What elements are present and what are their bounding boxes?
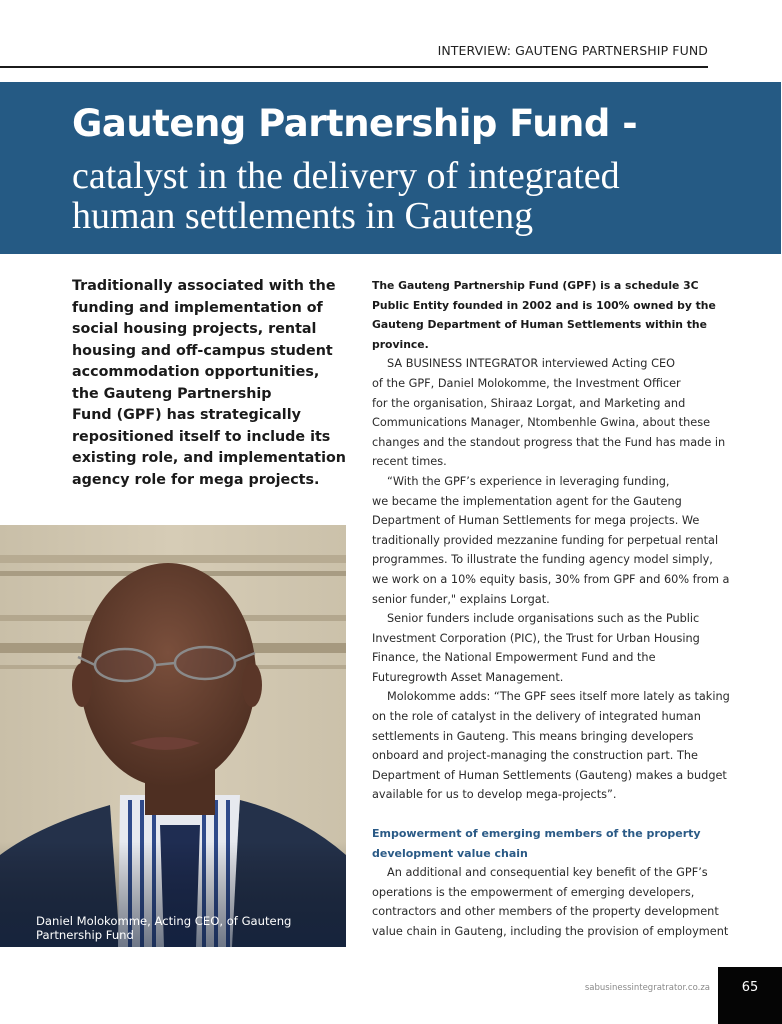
text-line: changes and the standout progress that the Fund has made in	[372, 435, 726, 449]
text-line: settlements in Gauteng. This means bringing developers	[372, 729, 694, 743]
intro-standfirst	[72, 276, 346, 491]
subtitle-line: human settlements in Gauteng	[72, 195, 534, 237]
text-line: Senior funders include organisations such as the Public	[387, 612, 700, 626]
intro-line: social housing projects, rental	[72, 321, 317, 337]
text-line: traditionally provided mezzanine funding for perpetual rental	[372, 533, 719, 547]
paragraph	[372, 354, 726, 472]
intro-line: Traditionally associated with the	[72, 278, 336, 294]
intro-line: funding and implementation of	[72, 299, 323, 316]
page-number: 65	[741, 980, 759, 995]
article-body	[372, 276, 730, 942]
paragraph	[372, 863, 729, 941]
text-line: Department of Human Settlements (Gauteng) makes a budget	[372, 768, 727, 782]
text-line: available for us to develop mega-projects”.	[372, 788, 617, 802]
intro-line: agency role for mega projects.	[72, 471, 320, 488]
intro-line: accommodation opportunities,	[72, 364, 320, 380]
text-line: Finance, the National Empowerment Fund and the	[372, 651, 656, 665]
article-title: Gauteng Partnership Fund -	[72, 102, 638, 145]
text-line: on the role of catalyst in the delivery of integrated human	[372, 710, 701, 724]
intro-line: the Gauteng Partnership	[72, 385, 272, 402]
text-line: province.	[372, 337, 429, 351]
text-line: Investment Corporation (PIC), the Trust for Urban Housing	[372, 631, 700, 645]
section-subheading	[372, 824, 717, 863]
intro-line: repositioned itself to include its	[72, 428, 331, 445]
text-line: Department of Human Settlements for mega projects. We	[372, 514, 700, 528]
text-line: contractors and other members of the property development	[372, 905, 719, 919]
text-line: Molokomme adds: “The GPF sees itself more lately as taking	[387, 690, 730, 704]
text-line: Public Entity founded in 2002 and is 100% owned by the	[372, 298, 716, 312]
text-line: operations is the empowerment of emerging developers,	[372, 885, 695, 899]
paragraph	[372, 687, 730, 805]
text-line: programmes. To illustrate the funding agency model simply,	[372, 553, 713, 567]
text-line: of the GPF, Daniel Molokomme, the Investment Officer	[372, 376, 681, 390]
text-line: The Gauteng Partnership Fund (GPF) is a schedule 3C	[372, 279, 699, 292]
text-line: SA BUSINESS INTEGRATOR interviewed Acting CEO	[387, 357, 675, 371]
article-subtitle	[72, 156, 620, 236]
text-line: senior funder," explains Lorgat.	[372, 592, 550, 606]
text-line: “With the GPF’s experience in leveraging funding,	[387, 474, 670, 488]
text-line: recent times.	[372, 455, 447, 469]
portrait-photo	[0, 525, 346, 947]
subtitle-line: catalyst in the delivery of integrated	[72, 155, 620, 197]
paragraph	[372, 609, 717, 687]
text-line: Gauteng Department of Human Settlements within the	[372, 318, 707, 332]
text-line: for the organisation, Shiraaz Lorgat, and Marketing and	[372, 396, 686, 410]
text-line: Communications Manager, Ntombenhle Gwina, about these	[372, 416, 711, 430]
text-line: we work on a 10% equity basis, 30% from GPF and 60% from a	[372, 572, 730, 586]
paragraph	[372, 472, 730, 609]
intro-line: existing role, and implementation	[72, 450, 346, 466]
text-line: An additional and consequential key benefit of the GPF’s	[387, 866, 708, 880]
portrait-illustration	[0, 525, 346, 947]
subheading-line: development value chain	[372, 846, 528, 860]
intro-line: Fund (GPF) has strategically	[72, 407, 301, 423]
header-rule	[0, 66, 708, 68]
running-head: INTERVIEW: GAUTENG PARTNERSHIP FUND	[437, 43, 708, 58]
subheading-line: Empowerment of emerging members of the property	[372, 827, 701, 841]
text-line: onboard and project-managing the construction part. The	[372, 749, 698, 763]
text-line: value chain in Gauteng, including the provision of employment	[372, 925, 729, 938]
footer-url: sabusinessintegratrator.co.za	[584, 983, 710, 993]
page-number-box	[718, 967, 782, 1024]
caption-line: Daniel Molokomme, Acting CEO, of Gauteng	[36, 914, 292, 928]
photo-caption	[36, 914, 336, 942]
lead-paragraph	[372, 276, 717, 354]
text-line: we became the implementation agent for the Gauteng	[372, 494, 682, 508]
title-banner	[0, 82, 781, 254]
caption-line: Partnership Fund	[36, 928, 134, 942]
text-line: Futuregrowth Asset Management.	[372, 670, 564, 684]
intro-line: housing and off-campus student	[72, 342, 333, 359]
